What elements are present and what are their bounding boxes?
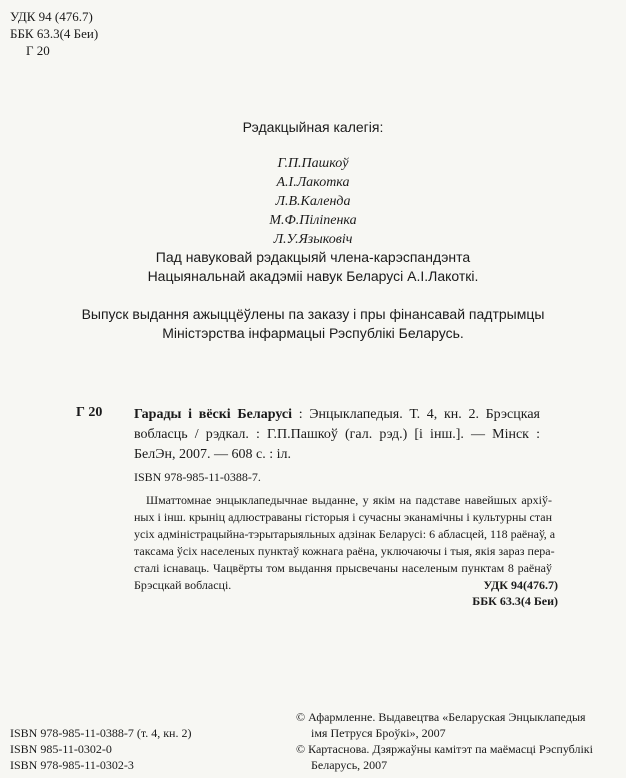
board-member: А.І.Лакотка	[276, 175, 350, 190]
isbn-footer-line: ISBN 978-985-11-0388-7 (т. 4, кн. 2)	[10, 726, 192, 740]
copyright-line: © Афармленне. Выдавецтва «Беларуская Энцыклапедыя	[296, 710, 586, 724]
catalog-entry-text	[134, 405, 540, 465]
annotation-line: ных і інш. крыніц адлюстраваны гісторыя і сучасны эканамічны і культурны стан	[134, 510, 552, 524]
annotation-line: Брэсцкай вобласці.	[134, 578, 232, 592]
annotation-line: сталі існаваць. Чацвёрты том выдання прысвечаны населеным пунктам 8 раёнаў	[134, 561, 552, 575]
catalog-entry-line2: вобласць / рэдкал. : Г.П.Пашкоў (гал. рэд.) [і інш.]. — Мінск :	[134, 427, 540, 442]
isbn-footer-line: ISBN 978-985-11-0302-3	[10, 758, 134, 772]
isbn-footer	[10, 725, 191, 773]
scientific-editor-note	[0, 248, 626, 286]
scientific-editor-line: Нацыянальнай акадэміі навук Беларусі А.І.Лакоткі.	[147, 268, 479, 284]
bbk-code-right: ББК 63.3(4 Беи)	[472, 594, 558, 608]
annotation-line: усіх адміністрацыйна-тэрытарыяльных адзінак Беларусі: 6 абласцей, 118 раёнаў, а	[134, 527, 556, 541]
catalog-entry-line3: БелЭн, 2007. — 608 с. : іл.	[134, 447, 291, 462]
copyright-line: імя Петруся Броўкі», 2007	[311, 726, 446, 740]
scientific-editor-line: Пад навуковай рэдакцыяй члена-карэспандэнта	[155, 249, 471, 265]
catalog-entry-code: Г 20	[76, 405, 103, 420]
catalog-entry-line1: : Энцыклапедыя. Т. 4, кн. 2. Брэсцкая	[292, 407, 540, 422]
isbn-main: ISBN 978-985-11-0388-7.	[134, 470, 261, 484]
annotation-line: Шматтомнае энцыклапедычнае выданне, у якім на падставе навейшых архіў-	[146, 493, 552, 507]
bbk-code: ББК 63.3(4 Беи)	[10, 26, 99, 41]
udk-bbk-right	[420, 577, 558, 609]
copyright-block	[296, 709, 618, 773]
issue-note-line: Выпуск выдання ажыццёўлены па заказу і пры фінансавай падтрымцы	[81, 306, 545, 322]
editorial-board-title: Рэдакцыйная калегія:	[242, 119, 384, 135]
annotation-line: таксама ўсіх населеных пунктаў кожнага раёна, уключаючы і тыя, якія зараз пера-	[134, 544, 555, 558]
copyright-line: © Картаснова. Дзяржаўны камітэт па маёмасці Рэспублікі	[296, 742, 593, 756]
isbn-footer-line: ISBN 985-11-0302-0	[10, 742, 112, 756]
board-member: Л.У.Языковіч	[273, 232, 353, 247]
catalog-entry-title: Гарады і вёскі Беларусі	[134, 407, 292, 422]
author-mark: Г 20	[26, 43, 50, 58]
udk-code: УДК 94 (476.7)	[10, 9, 93, 24]
editorial-board-members	[0, 154, 626, 249]
udk-code-right: УДК 94(476.7)	[483, 578, 558, 592]
board-member: Л.В.Календа	[275, 194, 351, 209]
classification-block	[10, 8, 98, 59]
board-member: М.Ф.Піліпенка	[269, 213, 357, 228]
board-member: Г.П.Пашкоў	[277, 156, 349, 171]
copyright-line: Беларусь, 2007	[311, 758, 388, 772]
issue-note	[0, 305, 626, 343]
issue-note-line: Міністэрства інфармацыі Рэспублікі Беларусь.	[162, 325, 464, 341]
